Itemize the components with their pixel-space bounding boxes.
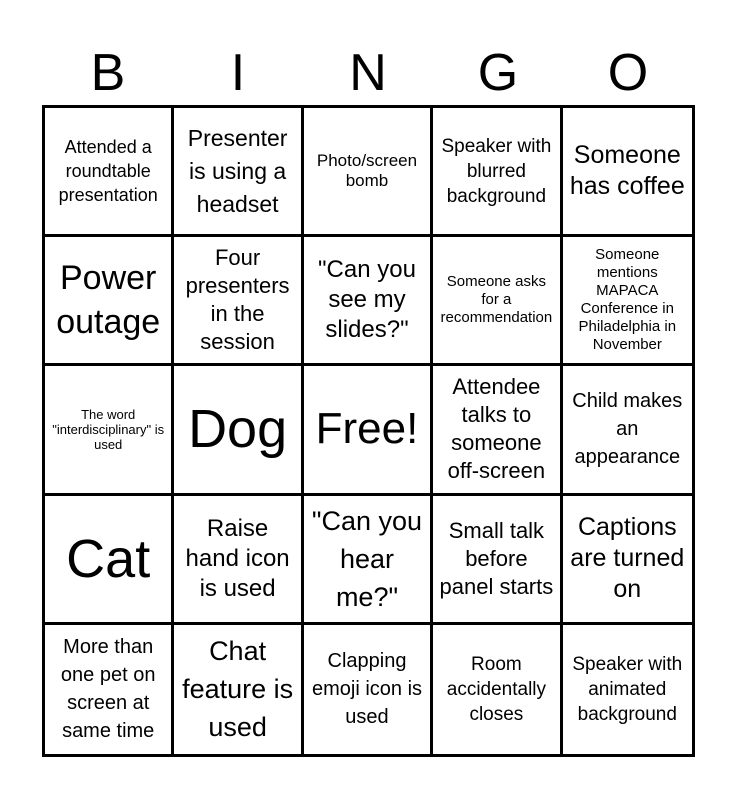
cell-text: Power outage	[56, 259, 161, 342]
cell-text: Room accidentally closes	[446, 653, 547, 725]
cell-text: Small talk before panel starts	[439, 517, 554, 599]
bingo-cell[interactable]	[433, 366, 562, 495]
cell-text: "Can you see my slides?"	[318, 256, 416, 344]
cell-text: Someone asks for a recommendation	[440, 273, 553, 327]
bingo-cell[interactable]	[433, 108, 562, 237]
cell-text: Someone mentions MAPACA Conference in Philadelphia in November	[578, 246, 677, 354]
bingo-cell[interactable]	[174, 496, 303, 625]
bingo-cell[interactable]	[563, 237, 692, 366]
cell-text: The word "interdisciplinary" is used	[52, 406, 165, 452]
cell-text: Speaker with blurred background	[441, 135, 552, 207]
cell-text: Presenter is using a headset	[187, 124, 288, 217]
header-letter-b: B	[90, 44, 126, 102]
bingo-cell[interactable]	[433, 625, 562, 754]
cell-text: Someone has coffee	[569, 141, 685, 201]
cell-text: Speaker with animated background	[572, 653, 683, 725]
bingo-cell[interactable]	[433, 496, 562, 625]
bingo-cell[interactable]	[174, 237, 303, 366]
cell-text: Chat feature is used	[182, 636, 294, 743]
cell-text: "Can you hear me?"	[311, 505, 423, 612]
bingo-cell[interactable]	[45, 625, 174, 754]
header-letter-i: I	[230, 44, 246, 102]
cell-text: Attendee talks to someone off-screen	[447, 374, 546, 484]
bingo-free-cell[interactable]	[304, 366, 433, 495]
header-letter-n: N	[349, 44, 387, 102]
bingo-cell[interactable]	[304, 496, 433, 625]
cell-text: Attended a roundtable presentation	[58, 137, 158, 206]
bingo-header	[43, 40, 695, 106]
bingo-grid	[42, 105, 695, 757]
cell-text: Photo/screen bomb	[316, 151, 418, 191]
bingo-cell[interactable]	[563, 625, 692, 754]
cell-text: Child makes an appearance	[572, 390, 683, 469]
bingo-cell[interactable]	[174, 366, 303, 495]
cell-text: More than one pet on screen at same time	[60, 636, 156, 743]
bingo-cell[interactable]	[563, 108, 692, 237]
bingo-cell[interactable]	[433, 237, 562, 366]
bingo-cell[interactable]	[45, 496, 174, 625]
bingo-cell[interactable]	[174, 108, 303, 237]
bingo-cell[interactable]	[45, 366, 174, 495]
bingo-cell[interactable]	[563, 496, 692, 625]
cell-text: Dog	[188, 399, 288, 460]
bingo-cell[interactable]	[45, 237, 174, 366]
bingo-cell[interactable]	[563, 366, 692, 495]
cell-text: Captions are turned on	[570, 513, 685, 604]
bingo-cell[interactable]	[304, 625, 433, 754]
cell-text: Four presenters in the session	[185, 245, 290, 355]
bingo-cell[interactable]	[45, 108, 174, 237]
cell-text: Cat	[66, 528, 151, 589]
cell-text: Free!	[315, 404, 419, 454]
bingo-cell[interactable]	[304, 108, 433, 237]
cell-text: Clapping emoji icon is used	[311, 650, 423, 729]
bingo-cell[interactable]	[174, 625, 303, 754]
header-letter-o: O	[607, 44, 649, 102]
bingo-cell[interactable]	[304, 237, 433, 366]
header-letter-g: G	[477, 44, 519, 102]
cell-text: Raise hand icon is used	[185, 514, 290, 602]
